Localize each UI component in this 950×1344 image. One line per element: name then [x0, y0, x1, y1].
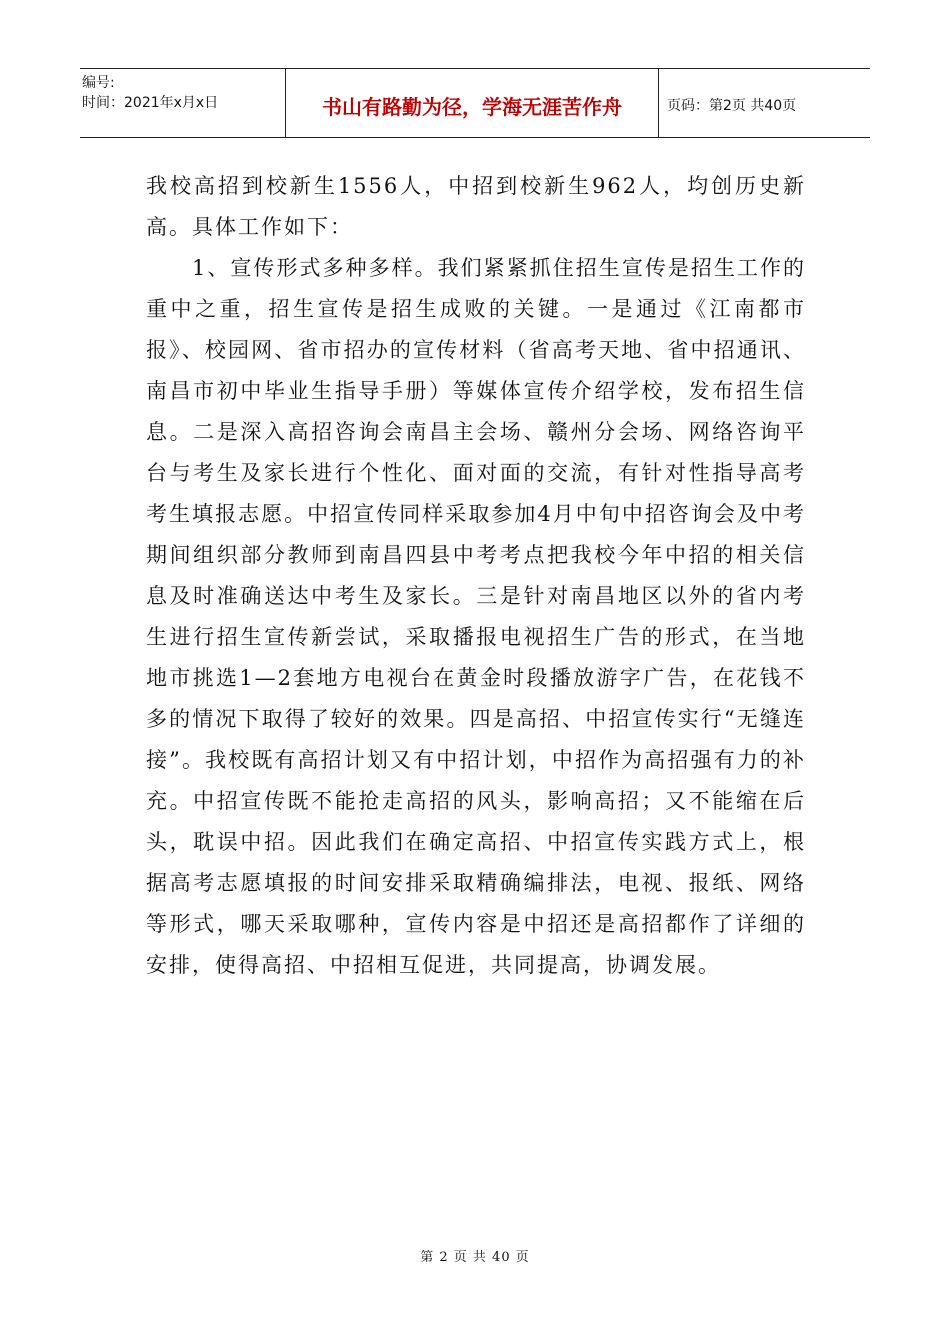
header-meta [80, 69, 286, 137]
document-body [146, 166, 806, 986]
paragraph-publicity: 1、宣传形式多种多样。我们紧紧抓住招生宣传是招生工作的重中之重，招生宣传是招生成败的关键。一是通过《江南都市报》、校园网、省市招办的宣传材料（省高考天地、省中招通讯、南昌市初中毕业生指导手册）等媒体宣传介绍学校，发布招生信息。二是深入高招咨询会南昌主会场、赣州分会场、网络咨询平台与考生及家长进行个性化、面对面的交流，有针对性指导高考考生填报志愿。中招宣传同样采取参加4月中旬中招咨询会及中考期间组织部分教师到南昌四县中考考点把我校今年中招的相关信息及时准确送达中考生及家长。三是针对南昌地区以外的省内考生进行招生宣传新尝试，采取播报电视招生广告的形式，在当地地市挑选1—2套地方电视台在黄金时段播放游字广告，在花钱不多的情况下取得了较好的效果。四是高招、中招宣传实行“无缝连接”。我校既有高招计划又有中招计划，中招作为高招强有力的补充。中招宣传既不能抢走高招的风头，影响高招；又不能缩在后头，耽误中招。因此我们在确定高招、中招宣传实践方式上，根据高考志愿填报的时间安排采取精确编排法，电视、报纸、网络等形式，哪天采取哪种，宣传内容是中招还是高招都作了详细的安排，使得高招、中招相互促进，共同提高，协调发展。 [146, 256, 806, 977]
paragraph-intro: 我校高招到校新生1556人，中招到校新生962人，均创历史新高。具体工作如下： [146, 174, 806, 239]
document-time-label: 时间：2021年x月x日 [82, 95, 219, 111]
page-footer: 第 2 页 共 40 页 [420, 1250, 530, 1265]
document-number-label: 编号: [82, 75, 115, 91]
header-motto: 书山有路勤为径，学海无涯苦作舟 [286, 69, 659, 137]
header-page-info: 页码：第2页 共40页 [667, 98, 797, 114]
page-header [80, 68, 870, 138]
